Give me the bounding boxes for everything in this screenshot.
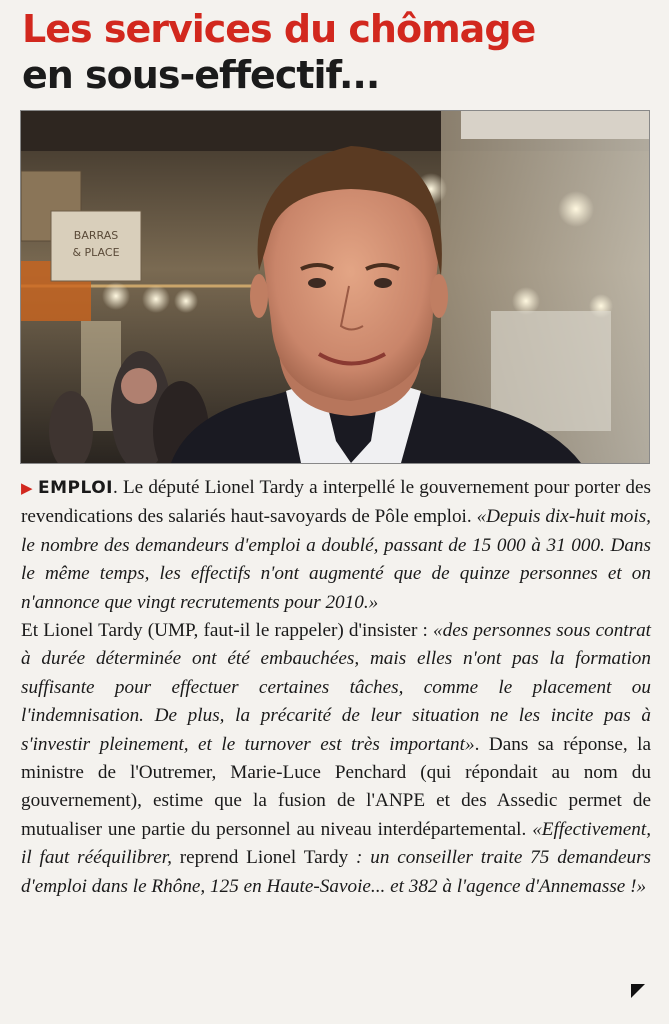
headline bbox=[22, 6, 642, 98]
kicker-label: EMPLOI bbox=[38, 478, 114, 498]
article-paragraph-1 bbox=[21, 474, 651, 617]
headline-line-1: Les services du chômage bbox=[22, 7, 536, 51]
kicker-arrow-icon: ▶ bbox=[21, 481, 33, 497]
article-body bbox=[21, 474, 651, 901]
paragraph-2-text-a: Et Lionel Tardy (UMP, faut-il le rappeler) d'insister : bbox=[21, 620, 434, 642]
headline-line-2: en sous-effectif... bbox=[22, 53, 380, 97]
paragraph-2-quote-2: «Effectivement, il faut rééquilibrer, bbox=[21, 818, 651, 869]
booth-sign-text-2: & PLACE bbox=[72, 246, 120, 259]
paragraph-1-quote: «Depuis dix-huit mois, le nombre des demandeurs d'emploi a doublé, passant de 15 000 à 31 000. Dans le même temps, les effectifs n'ont augmenté que de quinze personnes et on n'annonce que vingt recrutements pour 2010.» bbox=[21, 506, 651, 613]
paragraph-2-text-b: . Dans sa réponse, la ministre de l'Outremer, Marie-Luce Penchard (qui répondait au nom du gouvernement), estime que la fusion de l'ANPE et des Assedic permet de mutualiser une partie du personnel au niveau interdépartemental. bbox=[21, 733, 651, 840]
article-paragraph-2 bbox=[21, 617, 651, 901]
end-of-article-icon bbox=[631, 984, 645, 998]
booth-sign-text-1: BARRAS bbox=[73, 229, 119, 242]
paragraph-2-text-c: reprend Lionel Tardy bbox=[171, 847, 357, 869]
article-photo bbox=[20, 110, 650, 464]
paragraph-1-text: . Le député Lionel Tardy a interpellé le gouvernement pour porter des revendications des salariés haut-savoyards de Pôle emploi. bbox=[21, 477, 651, 528]
paragraph-2-quote-1: «des personnes sous contrat à durée déterminée ont été embauchées, mais elles n'ont pas la formation suffisante pour effectuer certaines tâches, comme le placement ou l'indemnisation. De plus, la précarité de leur situation ne les incite pas à s'investir pleinement, et le turnover est très important» bbox=[21, 620, 652, 755]
paragraph-2-quote-3: : un conseiller traite 75 demandeurs d'emploi dans le Rhône, 125 en Haute-Savoie... et 382 à l'agence d'Annemasse !» bbox=[21, 847, 651, 897]
